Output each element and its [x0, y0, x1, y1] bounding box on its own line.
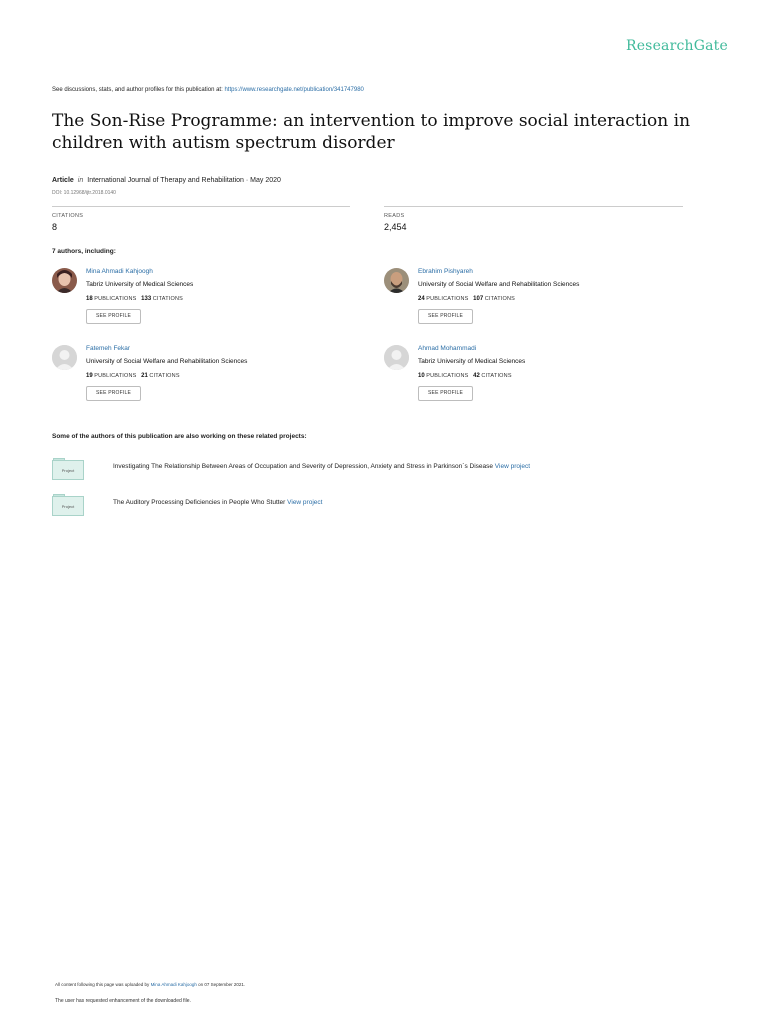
article-title: The Son-Rise Programme: an intervention to improve social interaction in children with autism spectrum disorder: [52, 111, 691, 153]
see-profile-button[interactable]: SEE PROFILE: [86, 309, 141, 324]
author-publications-count: 19: [86, 373, 93, 379]
author-card: [52, 345, 362, 407]
avatar[interactable]: [52, 345, 77, 370]
avatar[interactable]: [384, 268, 409, 293]
researchgate-logo[interactable]: ResearchGate: [625, 38, 728, 54]
publications-label: PUBLICATIONS: [94, 296, 137, 302]
author-card: [52, 268, 362, 330]
author-stats: [418, 373, 512, 379]
avatar[interactable]: [384, 345, 409, 370]
journal-name: International Journal of Therapy and Rehabilitation · May 2020: [87, 177, 281, 184]
author-card: [384, 345, 694, 407]
citations-label: CITATIONS: [152, 296, 184, 302]
upload-suffix: on 07 September 2021.: [196, 982, 246, 987]
article-meta: [52, 177, 281, 184]
article-in: in: [77, 177, 84, 184]
project-folder-icon: [52, 494, 84, 516]
project-text: [113, 499, 322, 506]
citations-label: CITATIONS: [484, 296, 516, 302]
author-name[interactable]: Mina Ahmadi Kahjoogh: [86, 268, 153, 275]
authors-heading: 7 authors, including:: [52, 248, 116, 255]
project-text: [113, 463, 530, 470]
publications-label: PUBLICATIONS: [426, 296, 469, 302]
divider-right: [384, 206, 683, 207]
author-name[interactable]: Ebrahim Pishyareh: [418, 268, 473, 275]
see-discussions-line: [52, 87, 364, 93]
citations-value: 8: [52, 222, 58, 232]
citations-label: CITATIONS: [149, 373, 180, 379]
project-title: The Auditory Processing Deficiencies in People Who Stutter: [113, 499, 288, 506]
related-projects-heading: Some of the authors of this publication are also working on these related projects:: [52, 433, 307, 440]
author-citations-count: 133: [141, 296, 152, 302]
publication-url-link[interactable]: https://www.researchgate.net/publication/341747980: [224, 87, 364, 93]
upload-note: [55, 982, 245, 987]
see-discussions-text: See discussions, stats, and author profiles for this publication at:: [52, 87, 225, 93]
uploader-link[interactable]: Mina Ahmadi Kahjoogh: [150, 982, 197, 987]
author-name[interactable]: Ahmad Mohammadi: [418, 345, 477, 352]
project-icon-label: Project: [52, 496, 84, 516]
author-publications-count: 18: [86, 296, 93, 302]
project-folder-icon: [52, 458, 84, 480]
divider-left: [52, 206, 350, 207]
author-citations-count: 107: [473, 296, 484, 302]
author-stats: [86, 373, 180, 379]
publications-label: PUBLICATIONS: [426, 373, 469, 379]
author-institution: Tabriz University of Medical Sciences: [418, 358, 526, 365]
author-citations-count: 21: [141, 373, 148, 379]
avatar[interactable]: [52, 268, 77, 293]
enhancement-note: The user has requested enhancement of the downloaded file.: [55, 998, 191, 1004]
project-title: Investigating The Relationship Between Areas of Occupation and Severity of Depression, Anxiety and Stress in Parkinson`s Disease: [113, 463, 495, 470]
upload-prefix: All content following this page was uploaded by: [55, 982, 151, 987]
author-institution: University of Social Welfare and Rehabilitation Sciences: [418, 281, 580, 288]
project-item: [52, 494, 692, 520]
author-stats: [418, 296, 515, 302]
view-project-link[interactable]: View project: [494, 463, 531, 470]
article-doi: DOI: 10.12968/ijtr.2018.0140: [52, 190, 116, 196]
author-citations-count: 42: [473, 373, 480, 379]
project-item: [52, 458, 692, 484]
see-profile-button[interactable]: SEE PROFILE: [418, 309, 473, 324]
citations-stat: [52, 213, 83, 232]
reads-label: READS: [384, 213, 405, 219]
author-name[interactable]: Fatemeh Fekar: [86, 345, 131, 352]
publications-label: PUBLICATIONS: [94, 373, 137, 379]
author-card: [384, 268, 694, 330]
author-publications-count: 10: [418, 373, 425, 379]
citations-label: CITATIONS: [52, 213, 84, 219]
see-profile-button[interactable]: SEE PROFILE: [86, 386, 141, 401]
author-publications-count: 24: [418, 296, 425, 302]
project-icon-label: Project: [52, 460, 84, 480]
author-institution: Tabriz University of Medical Sciences: [86, 281, 194, 288]
author-institution: University of Social Welfare and Rehabilitation Sciences: [86, 358, 248, 365]
see-profile-button[interactable]: SEE PROFILE: [418, 386, 473, 401]
article-type: Article: [52, 177, 74, 184]
reads-stat: [384, 213, 407, 232]
view-project-link[interactable]: View project: [287, 499, 323, 506]
reads-value: 2,454: [384, 222, 407, 232]
author-stats: [86, 296, 183, 302]
citations-label: CITATIONS: [481, 373, 512, 379]
